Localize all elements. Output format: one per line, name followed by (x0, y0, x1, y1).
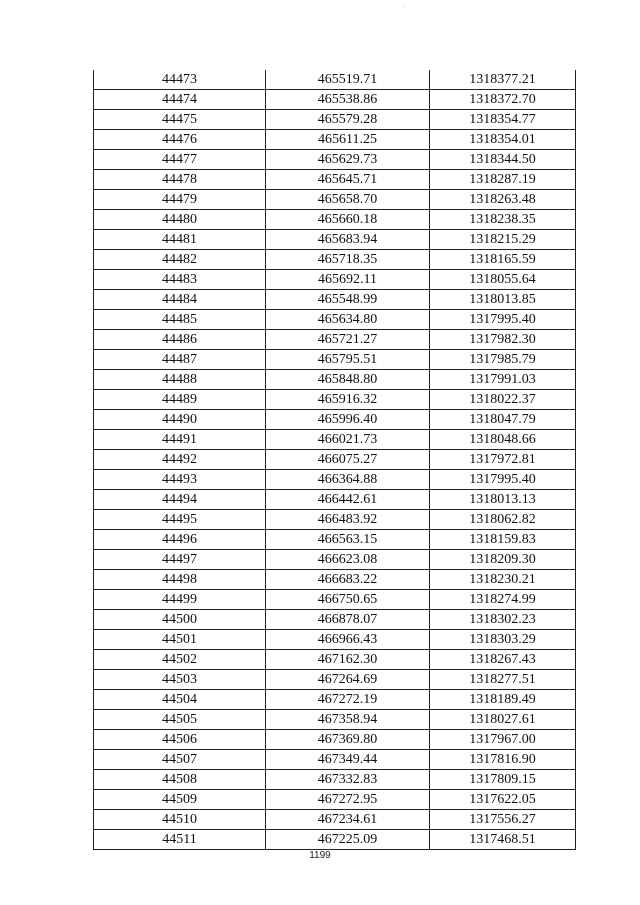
point-id-cell: 44474 (94, 90, 266, 110)
point-id-cell: 44508 (94, 770, 266, 790)
table-row (94, 510, 576, 530)
table-row (94, 790, 576, 810)
y-coordinate-cell: 1318277.51 (430, 670, 576, 690)
x-coordinate-cell: 465611.25 (266, 130, 430, 150)
y-coordinate-cell: 1318303.29 (430, 630, 576, 650)
y-coordinate-cell: 1318055.64 (430, 270, 576, 290)
x-coordinate-cell: 465692.11 (266, 270, 430, 290)
x-coordinate-cell: 465795.51 (266, 350, 430, 370)
y-coordinate-cell: 1318209.30 (430, 550, 576, 570)
x-coordinate-cell: 465996.40 (266, 410, 430, 430)
scan-speck (404, 6, 405, 7)
y-coordinate-cell: 1318013.85 (430, 290, 576, 310)
table-row (94, 330, 576, 350)
point-id-cell: 44476 (94, 130, 266, 150)
x-coordinate-cell: 466623.08 (266, 550, 430, 570)
y-coordinate-cell: 1317809.15 (430, 770, 576, 790)
y-coordinate-cell: 1318372.70 (430, 90, 576, 110)
x-coordinate-cell: 467162.30 (266, 650, 430, 670)
point-id-cell: 44487 (94, 350, 266, 370)
point-id-cell: 44499 (94, 590, 266, 610)
x-coordinate-cell: 465718.35 (266, 250, 430, 270)
table-row (94, 810, 576, 830)
x-coordinate-cell: 466483.92 (266, 510, 430, 530)
y-coordinate-cell: 1318013.13 (430, 490, 576, 510)
y-coordinate-cell: 1317556.27 (430, 810, 576, 830)
y-coordinate-cell: 1318159.83 (430, 530, 576, 550)
table-row (94, 350, 576, 370)
table-row (94, 370, 576, 390)
y-coordinate-cell: 1317468.51 (430, 830, 576, 850)
point-id-cell: 44511 (94, 830, 266, 850)
coordinate-table-body (94, 70, 576, 850)
table-row (94, 750, 576, 770)
point-id-cell: 44506 (94, 730, 266, 750)
table-row (94, 230, 576, 250)
x-coordinate-cell: 466750.65 (266, 590, 430, 610)
table-row (94, 310, 576, 330)
point-id-cell: 44510 (94, 810, 266, 830)
table-row (94, 450, 576, 470)
x-coordinate-cell: 466878.07 (266, 610, 430, 630)
y-coordinate-cell: 1317982.30 (430, 330, 576, 350)
y-coordinate-cell: 1317622.05 (430, 790, 576, 810)
point-id-cell: 44505 (94, 710, 266, 730)
table-row (94, 490, 576, 510)
y-coordinate-cell: 1317995.40 (430, 470, 576, 490)
y-coordinate-cell: 1318263.48 (430, 190, 576, 210)
table-row (94, 150, 576, 170)
point-id-cell: 44488 (94, 370, 266, 390)
x-coordinate-cell: 465645.71 (266, 170, 430, 190)
point-id-cell: 44496 (94, 530, 266, 550)
x-coordinate-cell: 466683.22 (266, 570, 430, 590)
table-row (94, 710, 576, 730)
point-id-cell: 44484 (94, 290, 266, 310)
point-id-cell: 44475 (94, 110, 266, 130)
y-coordinate-cell: 1318238.35 (430, 210, 576, 230)
point-id-cell: 44500 (94, 610, 266, 630)
x-coordinate-cell: 465660.18 (266, 210, 430, 230)
point-id-cell: 44497 (94, 550, 266, 570)
x-coordinate-cell: 466966.43 (266, 630, 430, 650)
y-coordinate-cell: 1317985.79 (430, 350, 576, 370)
point-id-cell: 44480 (94, 210, 266, 230)
y-coordinate-cell: 1318189.49 (430, 690, 576, 710)
y-coordinate-cell: 1317816.90 (430, 750, 576, 770)
table-row (94, 630, 576, 650)
table-row (94, 210, 576, 230)
y-coordinate-cell: 1318165.59 (430, 250, 576, 270)
table-row (94, 770, 576, 790)
x-coordinate-cell: 465548.99 (266, 290, 430, 310)
y-coordinate-cell: 1318022.37 (430, 390, 576, 410)
y-coordinate-cell: 1318354.77 (430, 110, 576, 130)
y-coordinate-cell: 1318354.01 (430, 130, 576, 150)
x-coordinate-cell: 465579.28 (266, 110, 430, 130)
y-coordinate-cell: 1318230.21 (430, 570, 576, 590)
x-coordinate-cell: 466075.27 (266, 450, 430, 470)
table-row (94, 470, 576, 490)
table-row (94, 70, 576, 90)
point-id-cell: 44490 (94, 410, 266, 430)
x-coordinate-cell: 465519.71 (266, 70, 430, 90)
x-coordinate-cell: 465848.80 (266, 370, 430, 390)
x-coordinate-cell: 467264.69 (266, 670, 430, 690)
x-coordinate-cell: 465916.32 (266, 390, 430, 410)
table-row (94, 550, 576, 570)
point-id-cell: 44491 (94, 430, 266, 450)
x-coordinate-cell: 467358.94 (266, 710, 430, 730)
point-id-cell: 44494 (94, 490, 266, 510)
table-row (94, 90, 576, 110)
y-coordinate-cell: 1318047.79 (430, 410, 576, 430)
table-row (94, 830, 576, 850)
y-coordinate-cell: 1317995.40 (430, 310, 576, 330)
point-id-cell: 44509 (94, 790, 266, 810)
x-coordinate-cell: 466442.61 (266, 490, 430, 510)
y-coordinate-cell: 1318287.19 (430, 170, 576, 190)
table-row (94, 570, 576, 590)
table-row (94, 670, 576, 690)
point-id-cell: 44479 (94, 190, 266, 210)
x-coordinate-cell: 465629.73 (266, 150, 430, 170)
point-id-cell: 44492 (94, 450, 266, 470)
table-row (94, 110, 576, 130)
point-id-cell: 44507 (94, 750, 266, 770)
x-coordinate-cell: 467272.19 (266, 690, 430, 710)
table-row (94, 250, 576, 270)
table-row (94, 610, 576, 630)
point-id-cell: 44486 (94, 330, 266, 350)
x-coordinate-cell: 465683.94 (266, 230, 430, 250)
point-id-cell: 44485 (94, 310, 266, 330)
y-coordinate-cell: 1318344.50 (430, 150, 576, 170)
y-coordinate-cell: 1318302.23 (430, 610, 576, 630)
x-coordinate-cell: 466364.88 (266, 470, 430, 490)
x-coordinate-cell: 467332.83 (266, 770, 430, 790)
point-id-cell: 44478 (94, 170, 266, 190)
table-row (94, 730, 576, 750)
table-row (94, 650, 576, 670)
point-id-cell: 44495 (94, 510, 266, 530)
x-coordinate-cell: 466563.15 (266, 530, 430, 550)
y-coordinate-cell: 1317967.00 (430, 730, 576, 750)
y-coordinate-cell: 1318274.99 (430, 590, 576, 610)
x-coordinate-cell: 465721.27 (266, 330, 430, 350)
x-coordinate-cell: 465634.80 (266, 310, 430, 330)
x-coordinate-cell: 467272.95 (266, 790, 430, 810)
x-coordinate-cell: 467349.44 (266, 750, 430, 770)
point-id-cell: 44483 (94, 270, 266, 290)
y-coordinate-cell: 1318048.66 (430, 430, 576, 450)
x-coordinate-cell: 467234.61 (266, 810, 430, 830)
point-id-cell: 44504 (94, 690, 266, 710)
table-row (94, 130, 576, 150)
table-row (94, 430, 576, 450)
point-id-cell: 44501 (94, 630, 266, 650)
table-row (94, 530, 576, 550)
y-coordinate-cell: 1318377.21 (430, 70, 576, 90)
table-row (94, 190, 576, 210)
point-id-cell: 44473 (94, 70, 266, 90)
point-id-cell: 44477 (94, 150, 266, 170)
point-id-cell: 44493 (94, 470, 266, 490)
table-row (94, 690, 576, 710)
point-id-cell: 44502 (94, 650, 266, 670)
point-id-cell: 44503 (94, 670, 266, 690)
y-coordinate-cell: 1318215.29 (430, 230, 576, 250)
y-coordinate-cell: 1317972.81 (430, 450, 576, 470)
page-number: 1199 (309, 850, 331, 861)
x-coordinate-cell: 467225.09 (266, 830, 430, 850)
table-row (94, 390, 576, 410)
point-id-cell: 44498 (94, 570, 266, 590)
x-coordinate-cell: 465658.70 (266, 190, 430, 210)
table-row (94, 410, 576, 430)
y-coordinate-cell: 1318267.43 (430, 650, 576, 670)
y-coordinate-cell: 1318027.61 (430, 710, 576, 730)
table-row (94, 270, 576, 290)
point-id-cell: 44489 (94, 390, 266, 410)
x-coordinate-cell: 466021.73 (266, 430, 430, 450)
table-row (94, 290, 576, 310)
point-id-cell: 44481 (94, 230, 266, 250)
x-coordinate-cell: 465538.86 (266, 90, 430, 110)
point-id-cell: 44482 (94, 250, 266, 270)
table-row (94, 170, 576, 190)
coordinate-table (93, 70, 576, 850)
table-row (94, 590, 576, 610)
y-coordinate-cell: 1317991.03 (430, 370, 576, 390)
y-coordinate-cell: 1318062.82 (430, 510, 576, 530)
x-coordinate-cell: 467369.80 (266, 730, 430, 750)
